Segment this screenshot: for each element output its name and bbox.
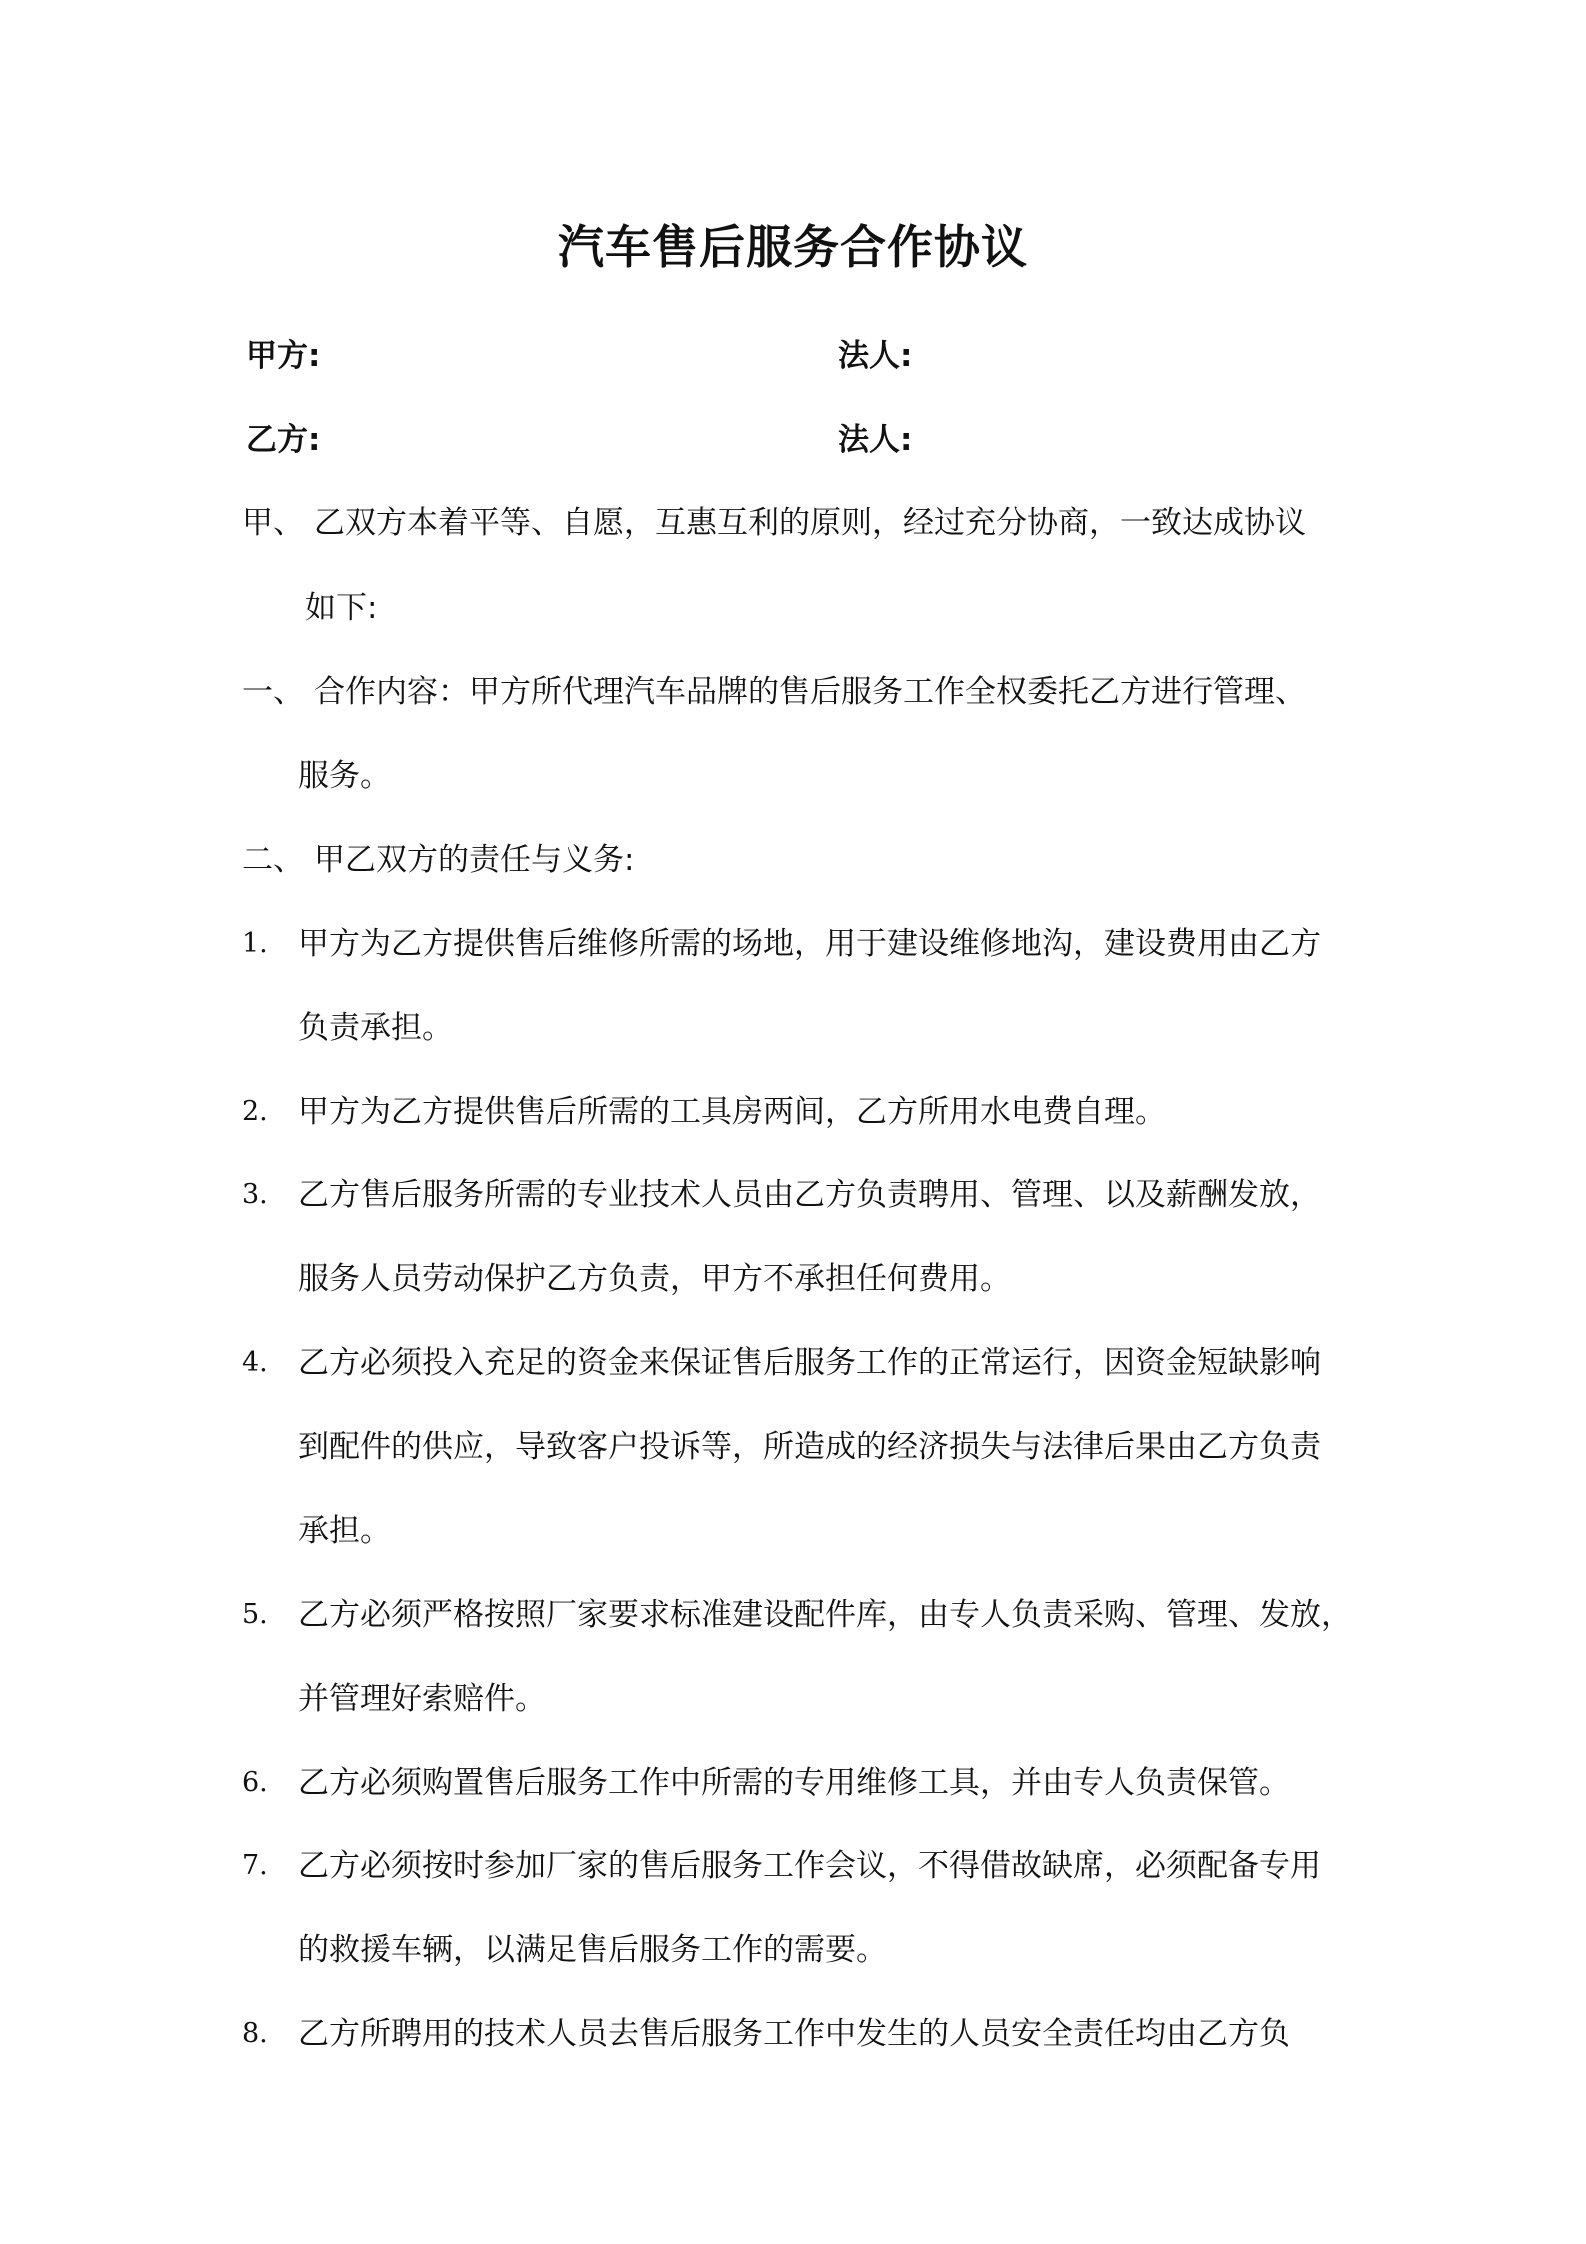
list-item-number: 5.	[242, 1599, 268, 1630]
list-item-number: 7.	[242, 1850, 268, 1881]
list-item-text: 乙方必须严格按照厂家要求标准建设配件库，由专人负责采购、管理、发放，	[298, 1597, 1352, 1633]
section-1-marker: 一、	[242, 674, 304, 710]
section-1-line-1: 合作内容：甲方所代理汽车品牌的售后服务工作全权委托乙方进行管理、	[314, 674, 1306, 710]
list-item-text: 服务人员劳动保护乙方负责，甲方不承担任何费用。	[298, 1261, 1011, 1297]
party-a-label: 甲方:	[246, 338, 321, 374]
party-a-legal-label: 法人:	[838, 338, 913, 374]
list-item-text: 乙方售后服务所需的专业技术人员由乙方负责聘用、管理、以及薪酬发放，	[298, 1177, 1321, 1213]
list-item-text: 乙方必须按时参加厂家的售后服务工作会议，不得借故缺席，必须配备专用	[298, 1848, 1321, 1884]
list-item-text: 甲方为乙方提供售后维修所需的场地，用于建设维修地沟，建设费用由乙方	[298, 926, 1321, 962]
list-item-text: 甲方为乙方提供售后所需的工具房两间，乙方所用水电费自理。	[298, 1094, 1166, 1130]
list-item-number: 4.	[242, 1347, 268, 1378]
section-2-marker: 二、	[242, 842, 304, 878]
list-item-text: 乙方所聘用的技术人员去售后服务工作中发生的人员安全责任均由乙方负	[298, 2016, 1290, 2052]
list-item-text: 负责承担。	[298, 1010, 453, 1046]
party-b-legal-label: 法人:	[838, 422, 913, 458]
list-item-text: 到配件的供应，导致客户投诉等，所造成的经济损失与法律后果由乙方负责	[298, 1429, 1321, 1465]
list-item-number: 2.	[242, 1096, 268, 1127]
list-item-number: 6.	[242, 1767, 268, 1798]
list-item-number: 3.	[242, 1179, 268, 1210]
list-item-number: 1.	[242, 928, 268, 959]
list-item-text: 的救援车辆，以满足售后服务工作的需要。	[298, 1932, 887, 1968]
list-item-text: 乙方必须投入充足的资金来保证售后服务工作的正常运行，因资金短缺影响	[298, 1345, 1321, 1381]
section-2-heading: 甲乙双方的责任与义务:	[314, 842, 635, 878]
list-item-text: 承担。	[298, 1513, 391, 1549]
list-item-text: 乙方必须购置售后服务工作中所需的专用维修工具，并由专人负责保管。	[298, 1765, 1290, 1801]
preamble-line-2: 如下:	[305, 590, 378, 626]
party-b-label: 乙方:	[246, 422, 321, 458]
preamble-prefix: 甲、	[242, 505, 304, 541]
document-title: 汽车售后服务合作协议	[558, 220, 1028, 274]
list-item-number: 8.	[242, 2018, 268, 2049]
list-item-text: 并管理好索赔件。	[298, 1681, 546, 1717]
section-1-line-2: 服务。	[298, 758, 391, 794]
preamble-line-1: 乙双方本着平等、自愿，互惠互利的原则，经过充分协商，一致达成协议	[314, 505, 1306, 541]
